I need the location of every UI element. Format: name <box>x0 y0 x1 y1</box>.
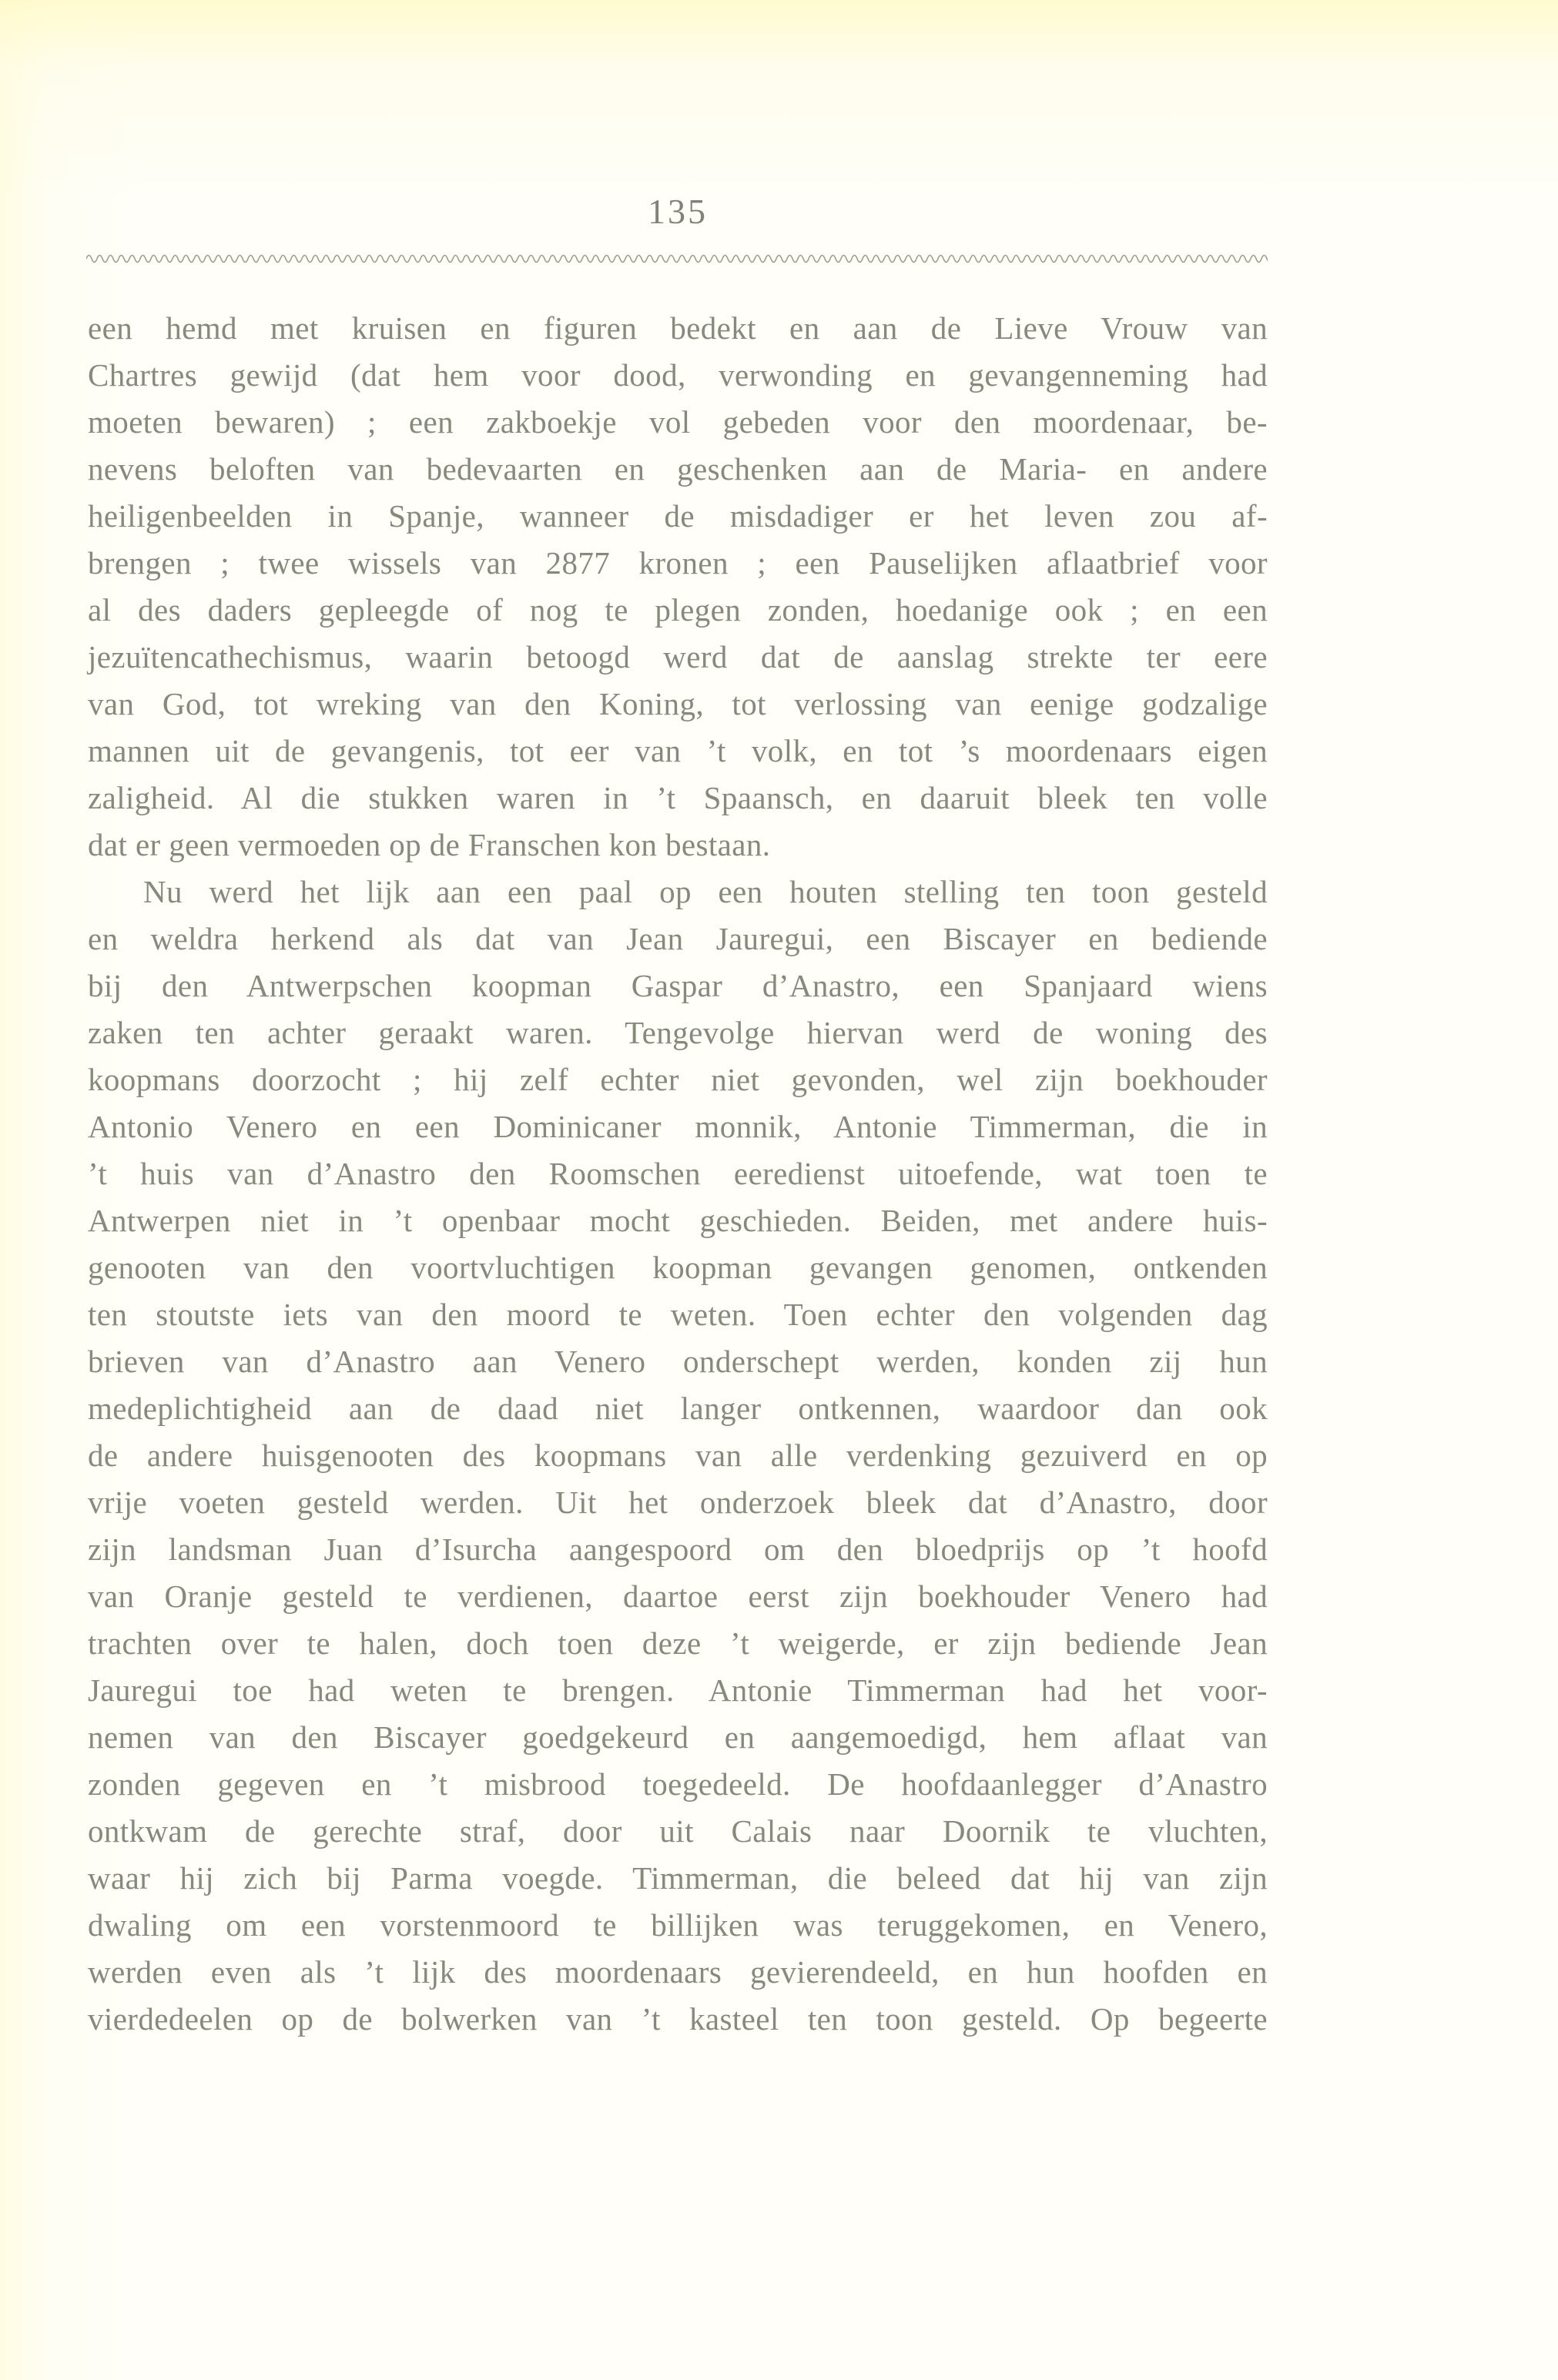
text-line: zaligheid. Al die stukken waren in ’t Spaansch, en daaruit bleek ten volle <box>88 780 1268 815</box>
text-line: bij den Antwerpschen koopman Gaspar d’Anastro, een Spanjaard wiens <box>88 968 1268 1003</box>
text-line: ten stoutste iets van den moord te weten. Toen echter den volgenden dag <box>88 1297 1268 1332</box>
text-line: van Oranje gesteld te verdienen, daartoe eerst zijn boekhouder Venero had <box>88 1578 1268 1614</box>
text-line: jezuïtencathechismus, waarin betoogd werd dat de aanslag strekte ter eere <box>88 639 1268 675</box>
text-line: Jauregui toe had weten te brengen. Antonie Timmerman had het voor- <box>88 1672 1268 1708</box>
text-line: Antonio Venero en een Dominicaner monnik, Antonie Timmerman, die in <box>88 1109 1268 1144</box>
text-line: Antwerpen niet in ’t openbaar mocht geschieden. Beiden, met andere huis- <box>88 1203 1268 1238</box>
text-line: zijn landsman Juan d’Isurcha aangespoord om den bloedprijs op ’t hoofd <box>88 1531 1268 1567</box>
text-line: de andere huisgenooten des koopmans van alle verdenking gezuiverd en op <box>88 1438 1268 1473</box>
text-line: van God, tot wreking van den Koning, tot verlossing van eenige godzalige <box>88 686 1268 721</box>
body-text <box>88 305 1268 2043</box>
text-line: waar hij zich bij Parma voegde. Timmerman, die beleed dat hij van zijn <box>88 1860 1268 1896</box>
page-number: 135 <box>648 192 708 231</box>
text-line: trachten over te halen, doch toen deze ’t weigerde, er zijn bediende Jean <box>88 1625 1268 1661</box>
text-line: werden even als ’t lijk des moordenaars gevierendeeld, en hun hoofden en <box>88 1954 1268 1990</box>
text-line: nevens beloften van bedevaarten en geschenken aan de Maria- en andere <box>88 451 1268 487</box>
text-line: dat er geen vermoeden op de Franschen kon bestaan. <box>88 827 771 862</box>
text-line: en weldra herkend als dat van Jean Jauregui, een Biscayer en bediende <box>88 921 1268 956</box>
text-line: Chartres gewijd (dat hem voor dood, verwonding en gevangenneming had <box>88 357 1268 393</box>
text-line: brieven van d’Anastro aan Venero onderschept werden, konden zij hun <box>88 1344 1268 1379</box>
text-line: medeplichtigheid aan de daad niet langer ontkennen, waardoor dan ook <box>88 1391 1268 1426</box>
text-line: dwaling om een vorstenmoord te billijken was teruggekomen, en Venero, <box>88 1907 1268 1943</box>
text-line: ’t huis van d’Anastro den Roomschen eeredienst uitoefende, wat toen te <box>88 1156 1268 1191</box>
text-line: moeten bewaren) ; een zakboekje vol gebeden voor den moordenaar, be- <box>88 404 1268 440</box>
text-line: een hemd met kruisen en figuren bedekt en aan de Lieve Vrouw van <box>88 310 1268 346</box>
text-line: brengen ; twee wissels van 2877 kronen ; een Pauselijken aflaatbrief voor <box>88 545 1268 581</box>
text-line: nemen van den Biscayer goedgekeurd en aangemoedigd, hem aflaat van <box>88 1719 1268 1755</box>
text-line: zonden gegeven en ’t misbrood toegedeeld. De hoofdaanlegger d’Anastro <box>88 1766 1268 1802</box>
text-line: genooten van den voortvluchtigen koopman gevangen genomen, ontkenden <box>88 1250 1268 1285</box>
text-line: koopmans doorzocht ; hij zelf echter niet gevonden, wel zijn boekhouder <box>88 1062 1268 1097</box>
text-line: mannen uit de gevangenis, tot eer van ’t volk, en tot ’s moordenaars eigen <box>88 733 1268 768</box>
paragraph <box>88 305 1268 869</box>
text-line: vierdedeelen op de bolwerken van ’t kasteel ten toon gesteld. Op begeerte <box>88 2001 1268 2037</box>
wavy-divider-rule <box>86 253 1268 265</box>
text-line: zaken ten achter geraakt waren. Tengevolge hiervan werd de woning des <box>88 1015 1268 1050</box>
text-line: ontkwam de gerechte straf, door uit Calais naar Doornik te vluchten, <box>88 1813 1268 1849</box>
text-line: vrije voeten gesteld werden. Uit het onderzoek bleek dat d’Anastro, door <box>88 1485 1268 1520</box>
text-line: Nu werd het lijk aan een paal op een houten stelling ten toon gesteld <box>143 874 1268 909</box>
text-line: al des daders gepleegde of nog te plegen zonden, hoedanige ook ; en een <box>88 592 1268 628</box>
paragraph <box>88 869 1268 2043</box>
text-line: heiligenbeelden in Spanje, wanneer de misdadiger er het leven zou af- <box>88 498 1268 534</box>
